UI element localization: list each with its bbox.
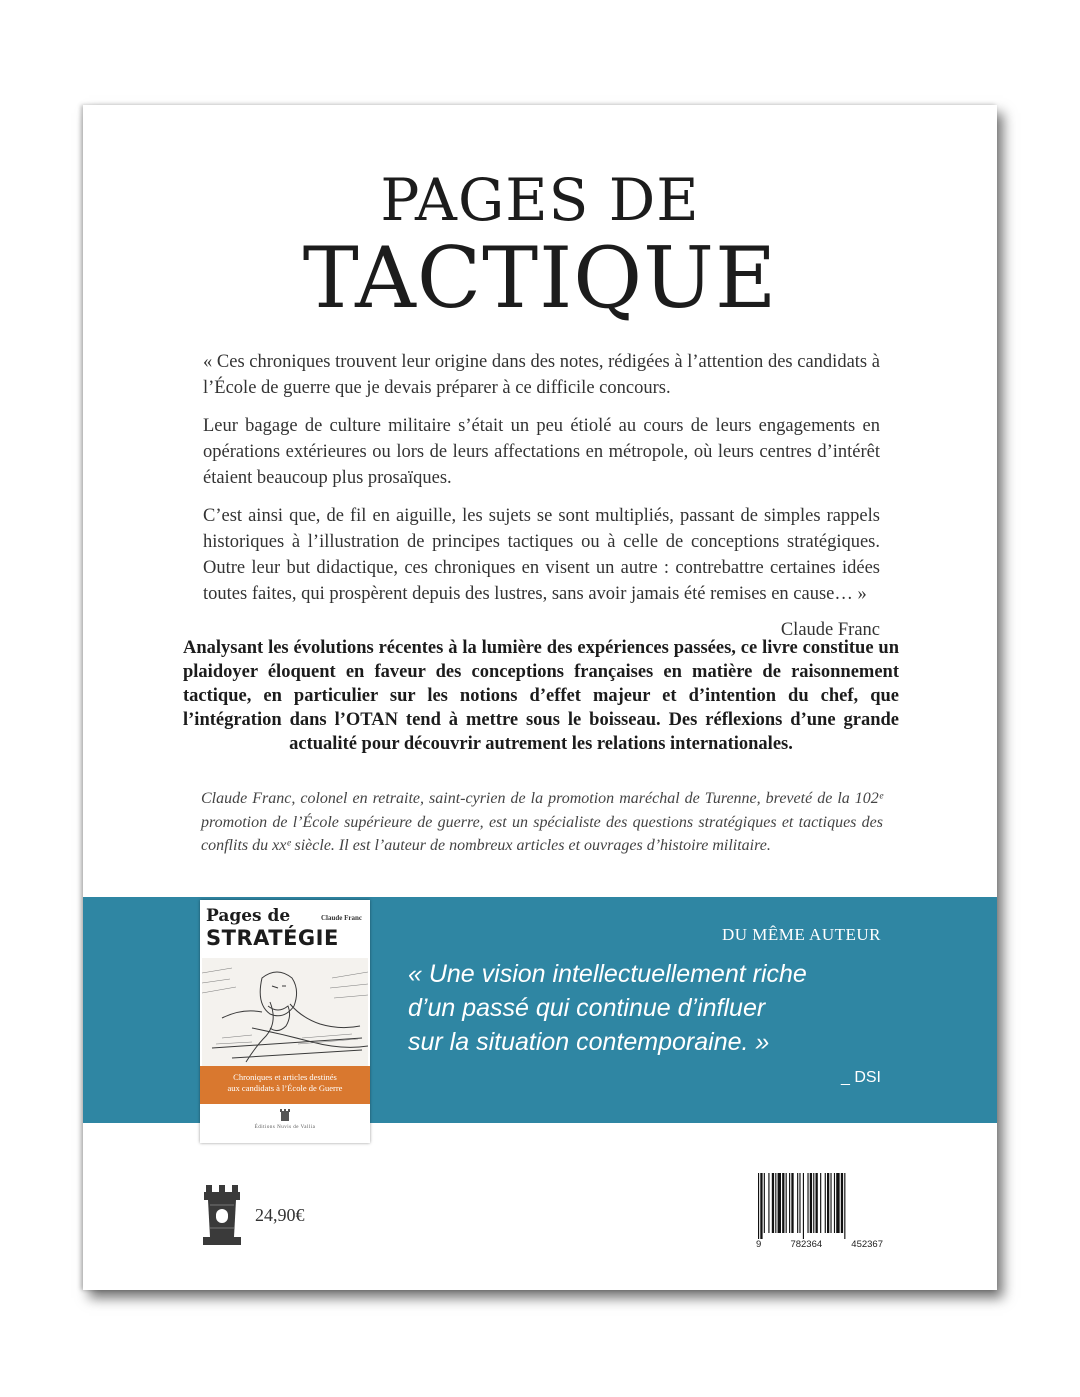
author-quote xyxy=(203,349,880,643)
press-quote-line: d’un passé qui continue d’influer xyxy=(408,994,766,1022)
barcode-bar xyxy=(841,1173,843,1233)
barcode-bar xyxy=(782,1173,784,1233)
barcode-bar xyxy=(789,1173,790,1233)
related-book-subtitle-line: aux candidats à l’École de Guerre xyxy=(227,1083,343,1093)
barcode-digit-group: 782364 xyxy=(790,1239,823,1250)
barcode-bar xyxy=(820,1173,821,1233)
barcode-bar xyxy=(768,1173,769,1233)
title-line-2: TACTIQUE xyxy=(302,229,778,327)
barcode-bar xyxy=(810,1173,812,1233)
title-line-1: PAGES DE xyxy=(380,166,700,234)
press-quote-line: « Une vision intellectuellement riche xyxy=(408,960,807,988)
barcode-bar xyxy=(786,1173,787,1233)
barcode-bar xyxy=(803,1173,804,1239)
related-book-subtitle-band xyxy=(200,1066,370,1104)
related-book-title-line-1: Pages de xyxy=(206,906,291,926)
barcode-digit-group: 9 xyxy=(756,1239,762,1250)
barcode-digits xyxy=(756,1239,883,1250)
quote-author: Claude Franc xyxy=(780,620,880,640)
barcode-bar xyxy=(813,1173,814,1233)
barcode-bar xyxy=(836,1173,839,1233)
barcode xyxy=(756,1173,883,1239)
related-book-author: Claude Franc xyxy=(320,914,362,922)
related-book-subtitle-line: Chroniques et articles destinés xyxy=(233,1072,337,1082)
press-quote-line: sur la situation contemporaine. » xyxy=(408,1028,770,1056)
barcode-bar xyxy=(807,1173,808,1233)
publisher-tower-icon xyxy=(279,1108,291,1122)
barcode-bar xyxy=(830,1173,831,1233)
author-bio: Claude Franc, colonel en retraite, saint-cyrien de la promotion maréchal de Turenne, breveté de la 102ᵉ promotion de l’École supérieure de guerre, est un spécialiste des questions stratégiques et tactiques des conflits du xxᵉ siècle. Il est l’auteur de nombreux articles et ouvrages d’histoire militaire. xyxy=(201,790,883,854)
tower-logo-icon xyxy=(200,1183,244,1247)
book-title xyxy=(83,166,997,327)
barcode-bar xyxy=(797,1173,798,1233)
barcode-bar xyxy=(816,1173,818,1233)
book-back-cover xyxy=(83,105,997,1290)
barcode-bar xyxy=(834,1173,835,1233)
related-book-cover xyxy=(200,900,370,1143)
barcode-digit-group: 452367 xyxy=(851,1239,883,1250)
barcode-bar xyxy=(760,1173,762,1239)
barcode-bar xyxy=(825,1173,826,1233)
barcode-bar xyxy=(791,1173,793,1233)
press-quote-source: _ DSI xyxy=(840,1069,881,1086)
quote-paragraph-2: Leur bagage de culture militaire s’était un peu étiolé au cours de leurs engagements en opérations extérieures ou lors de leurs affectations en métropole, où leurs centres d’intérêt étaient beaucoup plus prosaïques. xyxy=(203,416,880,488)
related-book-title-line-2: STRATÉGIE xyxy=(206,926,339,950)
barcode-bar xyxy=(772,1173,774,1233)
book-summary: Analysant les évolutions récentes à la lumière des expériences passées, ce livre constitue un plaidoyer éloquent en faveur des conceptions françaises en matière de raisonnement tactique, en particulier sur les notions d’effet majeur et d’intention du chef, que l’intégration dans l’OTAN tend à mettre sous le boisseau. Des réflexions d’une grande actualité pour découvrir autrement les relations internationales. xyxy=(183,638,899,754)
barcode-bar xyxy=(799,1173,800,1233)
barcode-bar xyxy=(827,1173,829,1233)
related-book-publisher: Éditions Nuvis de Vallia xyxy=(254,1125,316,1130)
quote-paragraph-3: C’est ainsi que, de fil en aiguille, les sujets se sont multipliés, passant de simples rappels historiques à l’illustration de principes tactiques ou à celle de conceptions stratégiques. Outre leur but didactique, ces chroniques en visent un autre : contrebattre certaines idées toutes faites, qui prospèrent depuis des lustres, sans avoir jamais été remises en cause… » xyxy=(203,506,880,604)
barcode-bar xyxy=(758,1173,759,1239)
barcode-bar xyxy=(764,1173,765,1233)
same-author-label: DU MÊME AUTEUR xyxy=(721,925,881,944)
press-quote xyxy=(408,957,928,1059)
barcode-bar xyxy=(844,1173,845,1239)
engraving-illustration xyxy=(202,958,368,1066)
quote-paragraph-1: « Ces chroniques trouvent leur origine dans des notes, rédigées à l’attention des candidats à l’École de guerre que je devais préparer à ce difficile concours. xyxy=(203,352,880,398)
barcode-bar xyxy=(775,1173,776,1233)
barcode-bar xyxy=(778,1173,781,1233)
price: 24,90€ xyxy=(255,1205,305,1225)
